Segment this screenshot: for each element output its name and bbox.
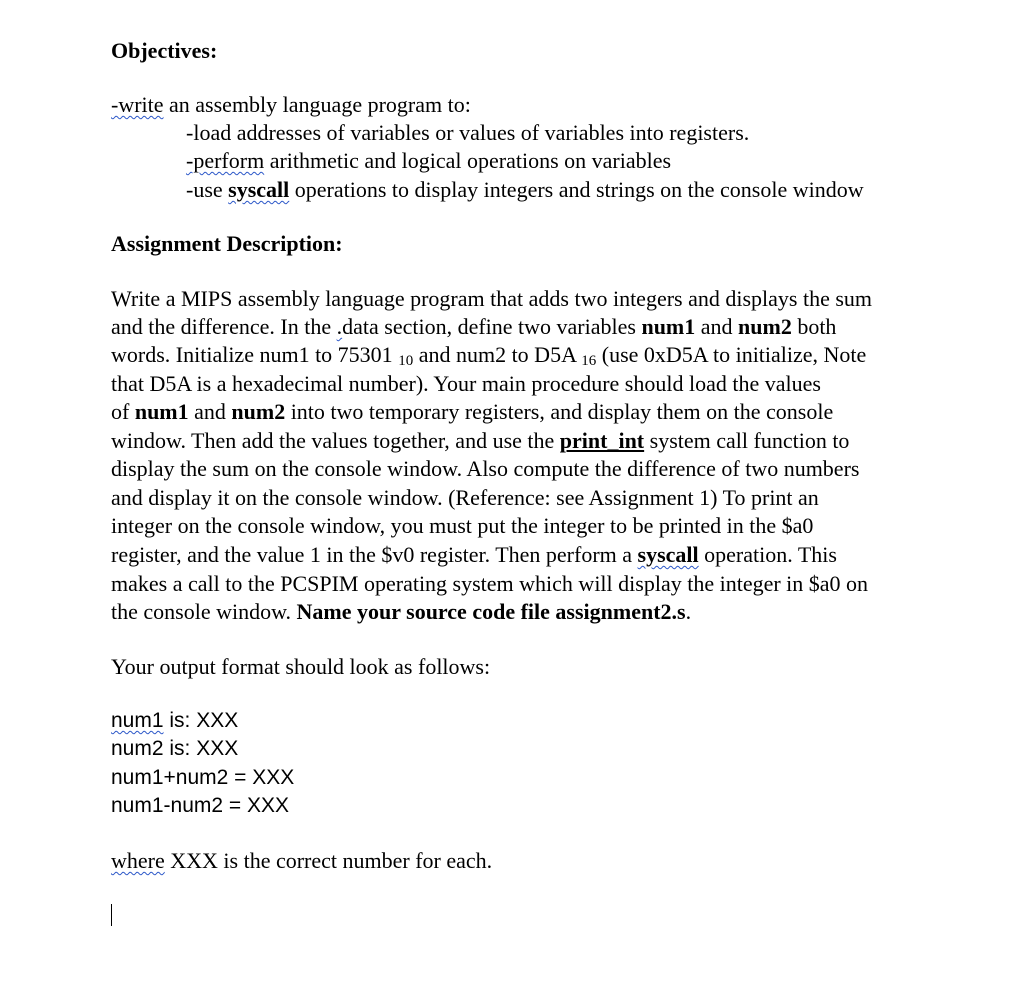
para-line-8: and display it on the console window. (Reference: see Assignment 1) To print an	[111, 485, 819, 510]
item3-rest: operations to display integers and strings on the console window	[289, 177, 864, 202]
objective-item-3	[186, 177, 864, 203]
output-line-3: num1+num2 = XXX	[111, 766, 295, 789]
para-line-4: that D5A is a hexadecimal number). Your main procedure should load the values	[111, 371, 821, 396]
para-line-10	[111, 542, 837, 568]
intro-rest: an assembly language program to:	[163, 92, 471, 117]
l6-end: system call function to	[644, 428, 850, 453]
output-line-4: num1-num2 = XXX	[111, 794, 290, 817]
l6-print-int: print_int	[559, 428, 645, 453]
objective-item-1: -load addresses of variables or values of variables into registers.	[186, 120, 750, 145]
l5-and: and	[188, 399, 232, 424]
l3-a: words. Initialize num1 to 75301	[111, 342, 399, 367]
l2-num2: num2	[738, 314, 792, 339]
l5-num1: num1	[134, 399, 189, 424]
para-line-6	[111, 428, 849, 454]
l2-end: both	[791, 314, 837, 339]
l3-b: and num2 to D5A	[413, 342, 582, 367]
para-line-9: integer on the console window, you must put the integer to be printed in the $a0	[111, 513, 814, 538]
l3-sub16: 16	[581, 353, 597, 369]
l2-dot: .	[336, 314, 343, 339]
para-line-3	[111, 342, 866, 371]
l10-end: operation. This	[698, 542, 837, 567]
closing-line	[111, 848, 492, 874]
output-num1: num1	[111, 709, 164, 732]
l6-a: window. Then add the values together, and use the	[111, 428, 560, 453]
item2-word: -perform	[186, 148, 265, 173]
item2-rest: arithmetic and logical operations on variables	[264, 148, 672, 173]
para-line-1: Write a MIPS assembly language program that adds two integers and displays the sum	[111, 286, 873, 311]
objectives-heading: Objectives:	[111, 38, 218, 63]
para-line-11: makes a call to the PCSPIM operating system which will display the integer in $a0 on	[111, 571, 869, 596]
intro-word: -write	[111, 92, 164, 117]
item3-bold: syscall	[228, 177, 290, 202]
output-intro: Your output format should look as follows:	[111, 654, 491, 679]
l12-a: the console window.	[111, 599, 297, 624]
l12-filename: Name your source code file assignment2.s	[296, 599, 686, 624]
closing-rest: XXX is the correct number for each.	[164, 848, 493, 873]
assignment-heading: Assignment Description:	[111, 231, 343, 256]
l2-and: and	[695, 314, 739, 339]
l2-c: data section, define two variables	[342, 314, 642, 339]
l10-a: register, and the value 1 in the $v0 register. Then perform a	[111, 542, 638, 567]
output-line-1	[111, 708, 238, 734]
l10-syscall: syscall	[637, 542, 699, 567]
output-line1-rest: is: XXX	[163, 709, 239, 732]
item3-pre: -use	[186, 177, 229, 202]
l2-a: and the difference. In the	[111, 314, 337, 339]
objective-item-2	[186, 148, 671, 174]
para-line-12	[111, 599, 691, 625]
text-cursor	[111, 904, 112, 926]
para-line-2	[111, 314, 836, 340]
l3-c: (use 0xD5A to initialize, Note	[596, 342, 867, 367]
l12-end: .	[685, 599, 692, 624]
l3-sub10: 10	[398, 353, 414, 369]
objectives-intro	[111, 92, 471, 118]
l2-num1: num1	[641, 314, 696, 339]
l5-a: of	[111, 399, 135, 424]
l5-end: into two temporary registers, and display them on the console	[285, 399, 834, 424]
output-line-2: num2 is: XXX	[111, 737, 239, 760]
para-line-7: display the sum on the console window. Also compute the difference of two numbers	[111, 456, 860, 481]
closing-word: where	[111, 848, 165, 873]
l5-num2: num2	[231, 399, 286, 424]
para-line-5	[111, 399, 833, 425]
